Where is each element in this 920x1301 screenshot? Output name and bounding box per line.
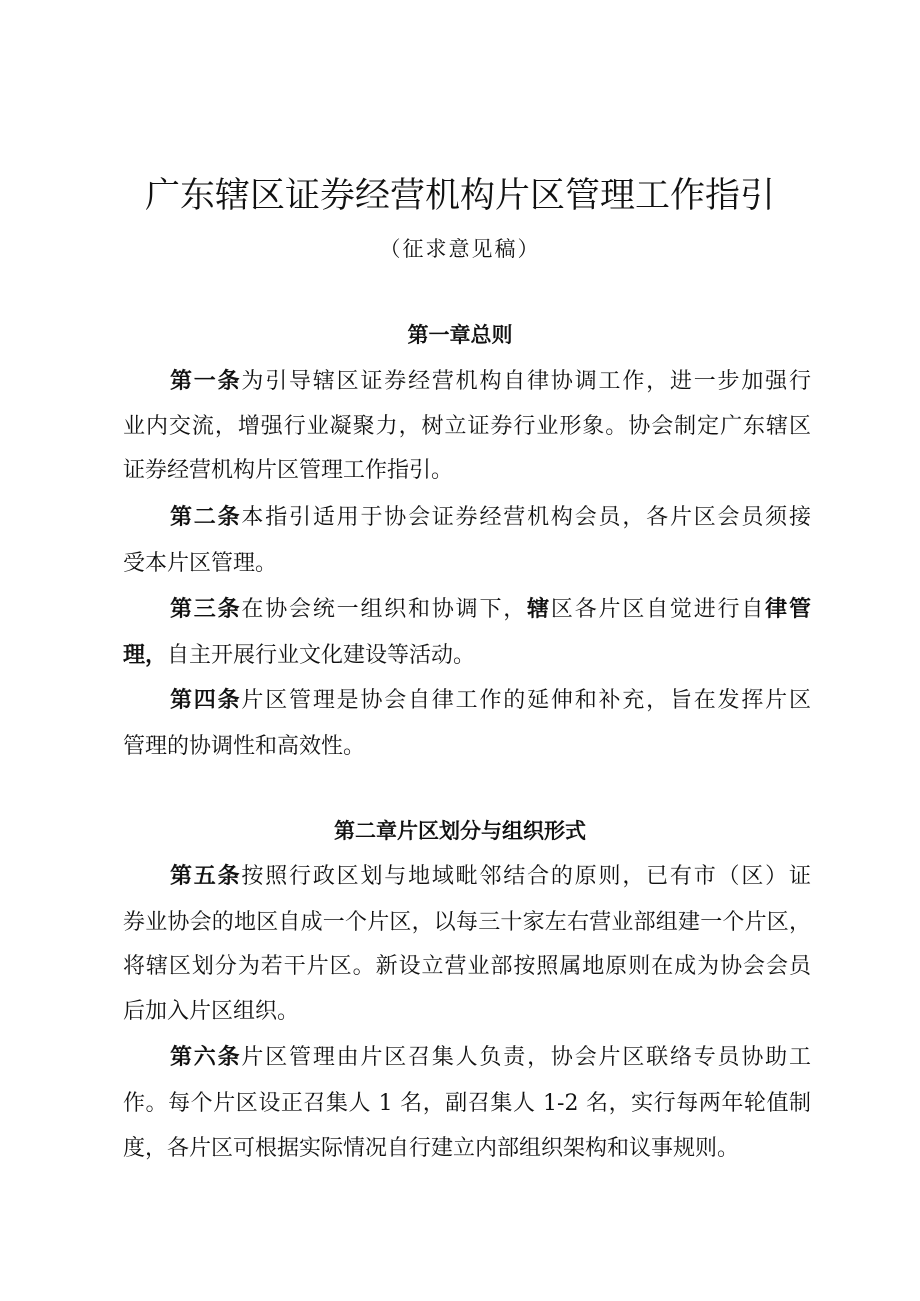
article-line bbox=[170, 1042, 811, 1074]
article-line bbox=[170, 502, 811, 534]
article-text: 片区管理是协会自律工作的延伸和补充，旨在发挥片区 bbox=[241, 688, 811, 713]
article-text: 在协会统一组织和协调下， bbox=[241, 597, 528, 622]
article-line bbox=[170, 366, 811, 398]
article-text-bold: 律管 bbox=[765, 597, 811, 622]
article-text: 区各片区自觉进行自 bbox=[550, 597, 766, 622]
article-text: 券业协会的地区自成一个片区，以每三十家左右营业部组建一个片区， bbox=[123, 910, 811, 935]
article-label: 第一条 bbox=[170, 369, 242, 394]
article-line bbox=[170, 594, 811, 626]
article-text: 业内交流，增强行业凝聚力，树立证券行业形象。协会制定广东辖区 bbox=[123, 414, 811, 439]
article-text: 本指引适用于协会证券经营机构会员，各片区会员须接 bbox=[241, 505, 811, 530]
article-text: 作。每个片区设正召集人 1 名，副召集人 1-2 名，实行每两年轮值制 bbox=[123, 1091, 811, 1116]
article-text: 为引导辖区证券经营机构自律协调工作，进一步加强行 bbox=[241, 369, 811, 394]
article-label: 第六条 bbox=[170, 1045, 242, 1070]
article-label: 第五条 bbox=[170, 864, 242, 889]
article-text: 受本片区管理。 bbox=[123, 551, 278, 576]
chapter-heading: 第一章总则 bbox=[407, 323, 513, 347]
article-text: 片区管理由片区召集人负责，协会片区联络专员协助工 bbox=[241, 1045, 811, 1070]
article-line bbox=[123, 640, 475, 672]
article-text: 管理的协调性和高效性。 bbox=[123, 734, 366, 759]
chapter-heading: 第二章片区划分与组织形式 bbox=[334, 819, 586, 843]
article-text-bold: 理， bbox=[123, 643, 168, 668]
article-text: 自主开展行业文化建设等活动。 bbox=[167, 643, 476, 668]
article-text: 将辖区划分为若干片区。新设立营业部按照属地原则在成为协会会员 bbox=[123, 954, 811, 979]
article-text: 证券经营机构片区管理工作指引。 bbox=[123, 458, 454, 483]
document-subtitle: （征求意见稿） bbox=[379, 237, 541, 261]
article-text: 后加入片区组织。 bbox=[123, 999, 300, 1024]
article-text-bold: 辖 bbox=[527, 597, 551, 622]
article-label: 第四条 bbox=[170, 688, 242, 713]
document-title: 广东辖区证券经营机构片区管理工作指引 bbox=[144, 176, 775, 216]
article-label: 第二条 bbox=[170, 505, 242, 530]
article-text: 度，各片区可根据实际情况自行建立内部组织架构和议事规则。 bbox=[123, 1136, 740, 1161]
article-line bbox=[170, 685, 811, 717]
article-line bbox=[170, 861, 811, 893]
article-text: 按照行政区划与地域毗邻结合的原则，已有市（区）证 bbox=[241, 864, 811, 889]
article-label: 第三条 bbox=[170, 597, 242, 622]
